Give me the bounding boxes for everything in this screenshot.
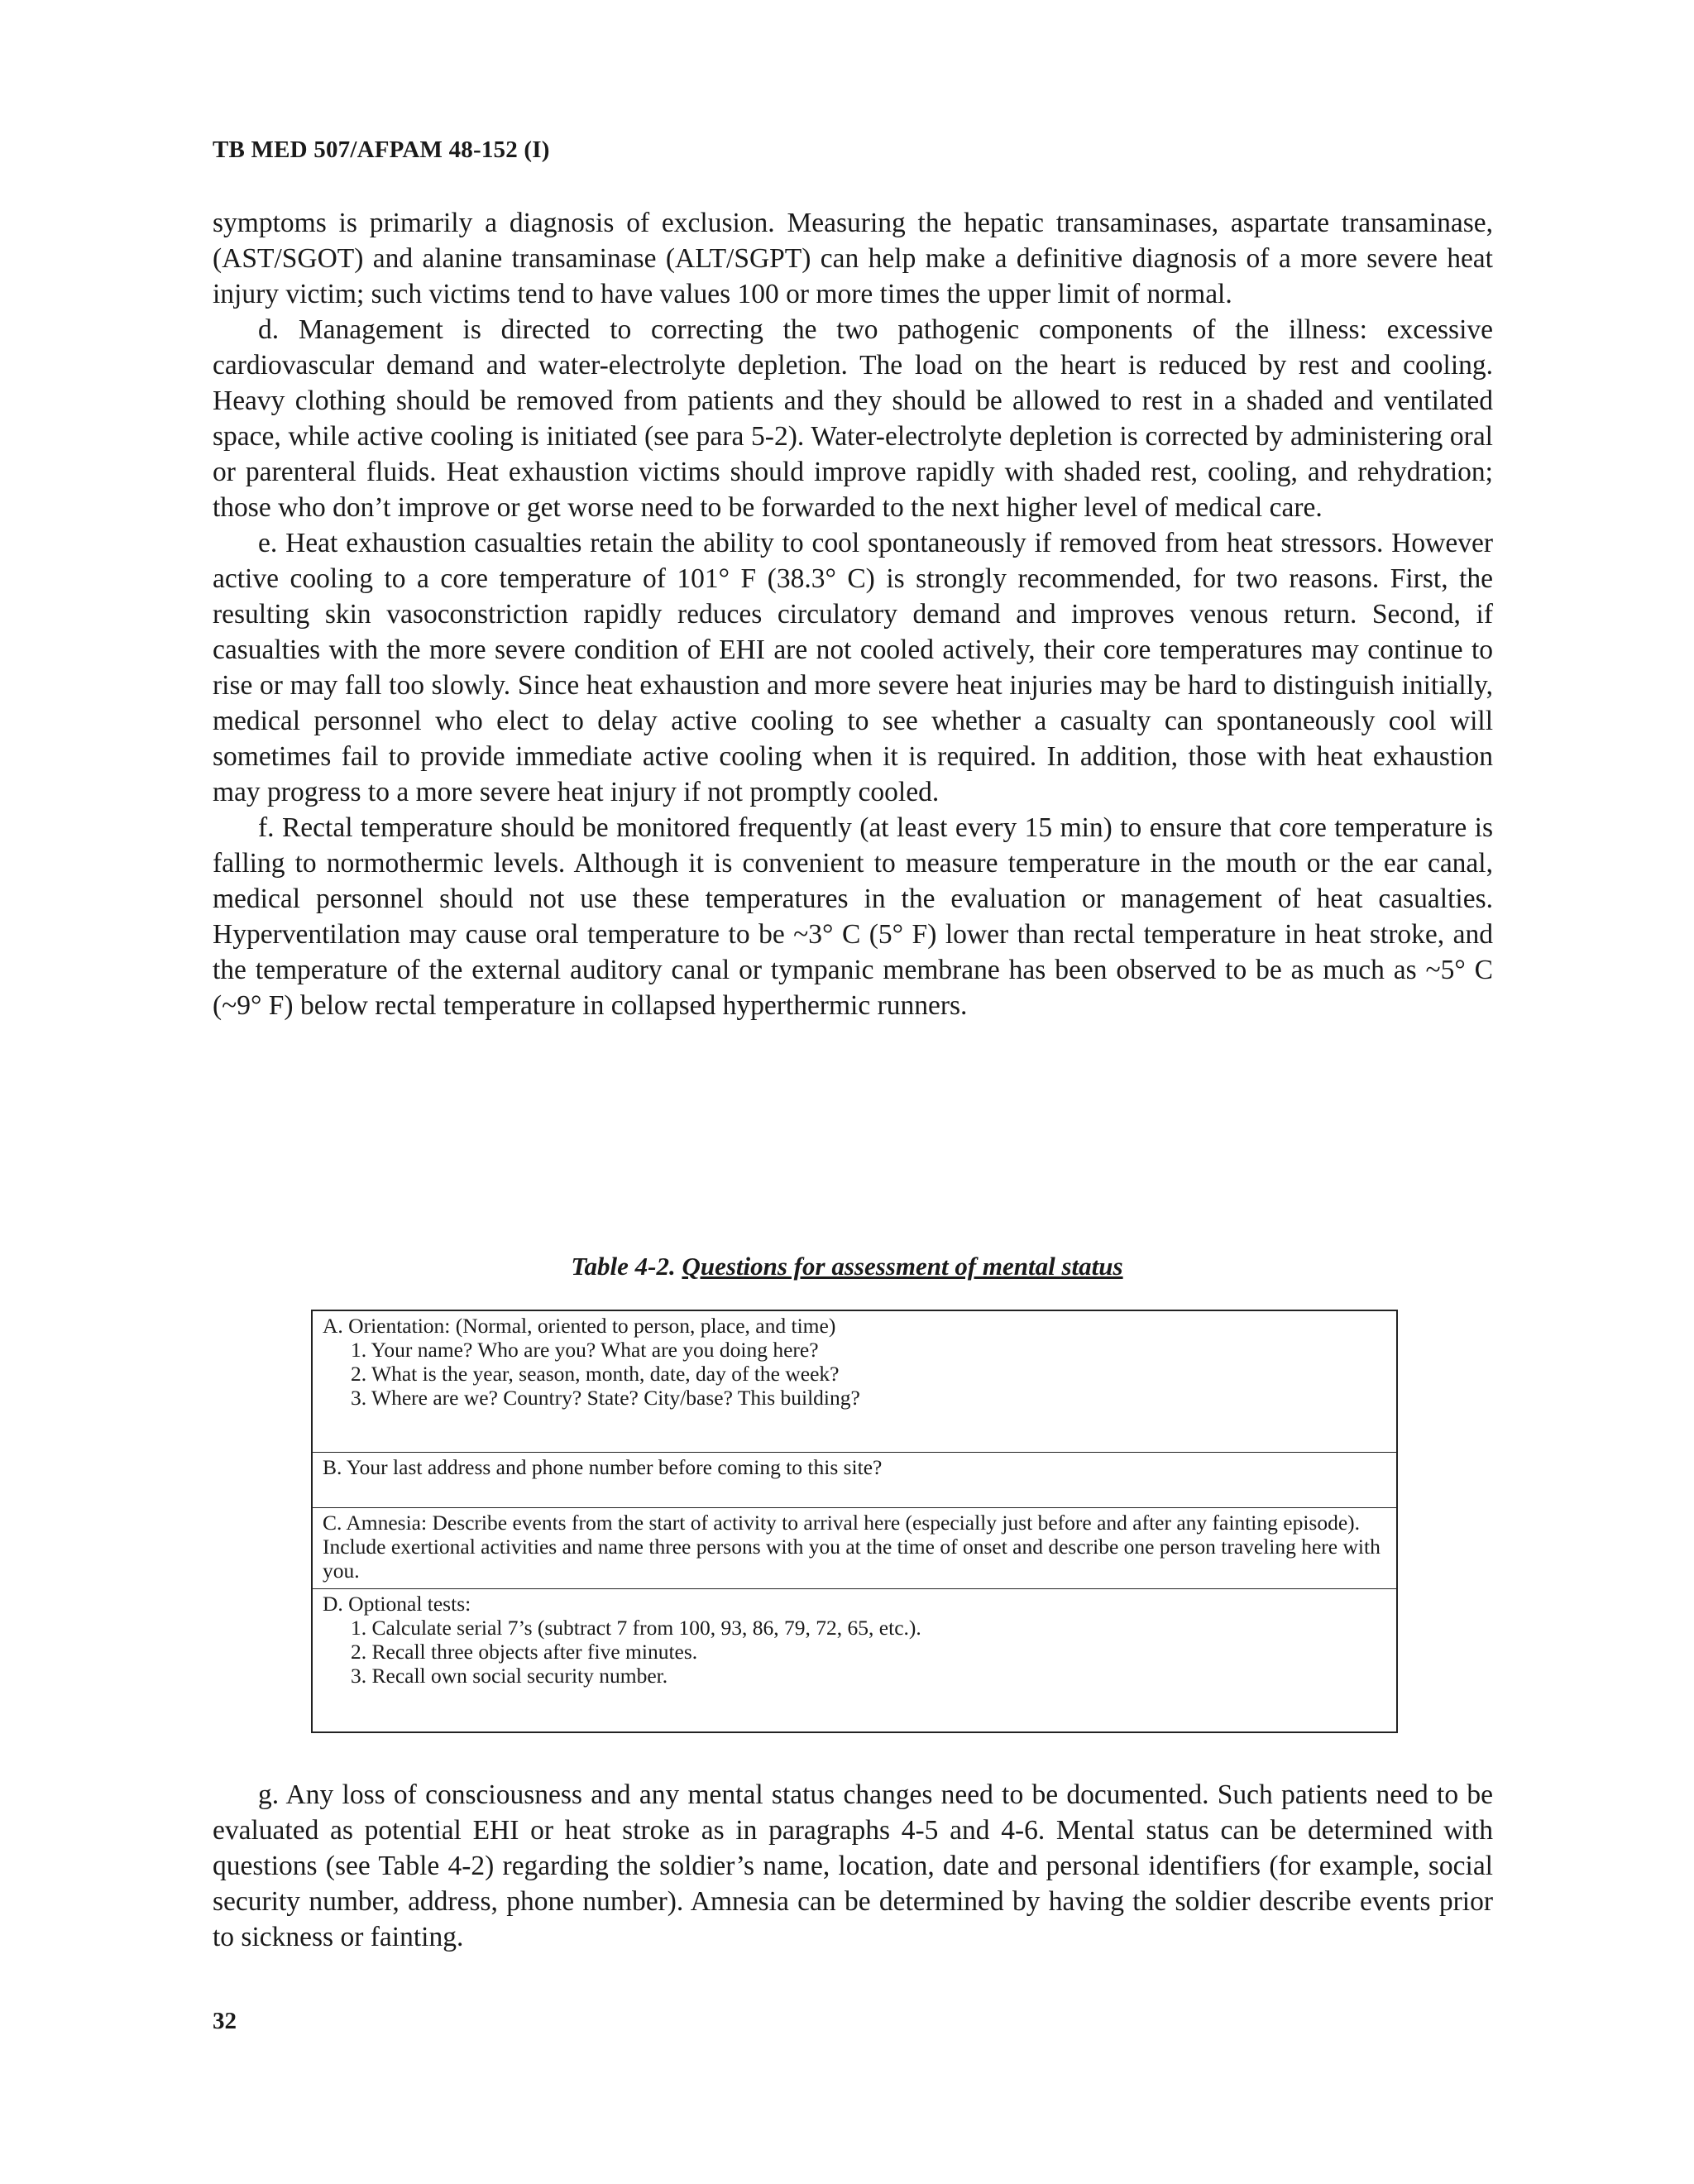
table-item: 1. Calculate serial 7’s (subtract 7 from 100, 93, 86, 79, 72, 65, etc.). <box>351 1616 921 1640</box>
table-caption-title: Questions for assessment of mental status <box>682 1252 1123 1281</box>
body-text-bottom <box>213 1777 1493 1955</box>
section-heading: C. Amnesia: Describe events from the start of activity to arrival here (especially just before and after any fainting episode). Include exertional activities and name three persons with you at the time of onset and describe one person traveling here with you. <box>323 1511 1381 1583</box>
table-item: 2. Recall three objects after five minutes. <box>351 1640 698 1664</box>
table-item: 3. Recall own social security number. <box>351 1664 668 1688</box>
paragraph-e: e. Heat exhaustion casualties retain the ability to cool spontaneously if removed from heat stressors. However active cooling to a core temperature of 101° F (38.3° C) is strongly recommended, for two reasons. First, the resulting skin vasoconstriction rapidly reduces circulatory demand and improves venous return. Second, if casualties with the more severe condition of EHI are not cooled actively, their core temperatures may continue to rise or may fall too slowly. Since heat exhaustion and more severe heat injuries may be hard to distinguish initially, medical personnel who elect to delay active cooling to see whether a casualty can spontaneously cool will sometimes fail to provide immediate active cooling when it is required. In addition, those with heat exhaustion may progress to a more severe heat injury if not promptly cooled. <box>213 528 1493 807</box>
section-heading: A. Orientation: (Normal, oriented to person, place, and time) <box>323 1314 836 1338</box>
table-item: 2. What is the year, season, month, date, day of the week? <box>351 1362 840 1386</box>
paragraph-d: d. Management is directed to correcting the two pathogenic components of the illness: excessive cardiovascular demand and water-electrolyte depletion. The load on the heart is reduced by rest and cooling. Heavy clothing should be removed from patients and they should be allowed to rest in a shaded and ventilated space, while active cooling is initiated (see para 5-2). Water-electrolyte depletion is corrected by administering oral or parenteral fluids. Heat exhaustion victims should improve rapidly with shaded rest, cooling, and rehydration; those who don’t improve or get worse need to be forwarded to the next higher level of medical care. <box>213 314 1493 523</box>
table-section-optional-tests <box>313 1589 1396 1735</box>
table-caption <box>0 1252 1694 1281</box>
table-item: 3. Where are we? Country? State? City/base? This building? <box>351 1386 860 1410</box>
page-number: 32 <box>213 2008 237 2034</box>
body-text-top <box>213 205 1493 1023</box>
running-header: TB MED 507/AFPAM 48-152 (I) <box>213 136 550 163</box>
table-caption-prefix: Table 4-2. <box>571 1252 682 1281</box>
section-heading: B. Your last address and phone number before coming to this site? <box>323 1455 883 1479</box>
table-section-address <box>313 1453 1396 1508</box>
paragraph-continued: symptoms is primarily a diagnosis of exclusion. Measuring the hepatic transaminases, aspartate transaminase, (AST/SGOT) and alanine transaminase (ALT/SGPT) can help make a definitive diagnosis of a more severe heat injury victim; such victims tend to have values 100 or more times the upper limit of normal. <box>213 208 1493 309</box>
paragraph-f: f. Rectal temperature should be monitored frequently (at least every 15 min) to ensure that core temperature is falling to normothermic levels. Although it is convenient to measure temperature in the mouth or the ear canal, medical personnel should not use these temperatures in the evaluation or management of heat casualties. Hyperventilation may cause oral temperature to be ~3° C (5° F) lower than rectal temperature in heat stroke, and the temperature of the external auditory canal or tympanic membrane has been observed to be as much as ~5° C (~9° F) below rectal temperature in collapsed hyperthermic runners. <box>213 812 1493 1021</box>
section-heading: D. Optional tests: <box>323 1592 471 1616</box>
paragraph-g: g. Any loss of consciousness and any mental status changes need to be documented. Such patients need to be evaluated as potential EHI or heat stroke as in paragraphs 4-5 and 4-6. Mental status can be determined with questions (see Table 4-2) regarding the soldier’s name, location, date and personal identifiers (for example, social security number, address, phone number). Amnesia can be determined by having the soldier describe events prior to sickness or fainting. <box>213 1779 1493 1952</box>
table-item: 1. Your name? Who are you? What are you doing here? <box>351 1338 819 1362</box>
table-section-orientation <box>313 1311 1396 1453</box>
table-section-amnesia <box>313 1508 1396 1589</box>
mental-status-table <box>311 1310 1398 1733</box>
